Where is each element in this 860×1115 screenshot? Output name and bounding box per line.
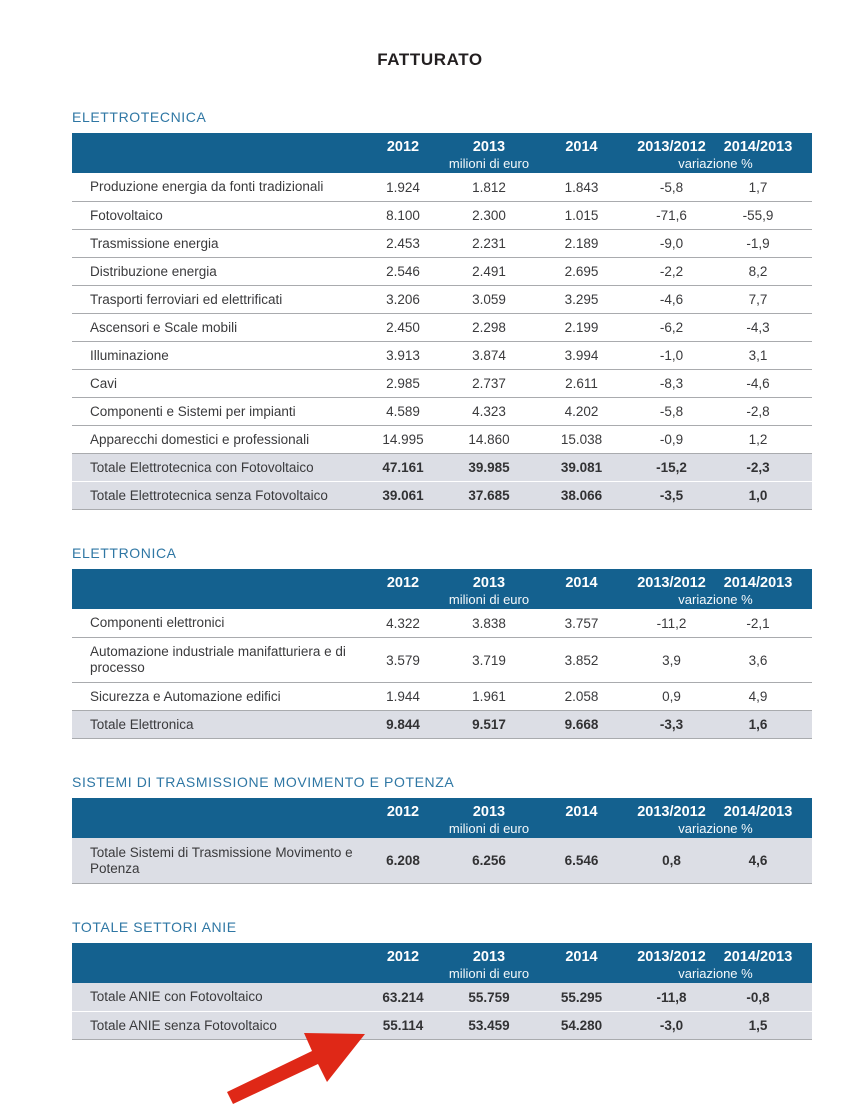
row-label: Trasporti ferroviari ed elettrificati	[90, 291, 283, 307]
row-value: 9.517	[472, 717, 506, 732]
row-value: 3,6	[748, 652, 768, 668]
row-label: Apparecchi domestici e professionali	[90, 431, 310, 447]
col-header-variation-2013-2012: 2013/2012	[637, 948, 706, 965]
row-label: Illuminazione	[90, 347, 169, 363]
row-value: 3,9	[662, 652, 681, 668]
col-header-year-2013: 2013	[472, 803, 506, 820]
row-value: 9.844	[386, 717, 420, 732]
table-row	[72, 425, 812, 453]
row-value: 3.579	[386, 652, 420, 668]
table-header	[72, 569, 812, 609]
row-value: 2.611	[565, 376, 598, 391]
row-label: Ascensori e Scale mobili	[90, 319, 238, 335]
col-header-year-2014: 2014	[565, 948, 598, 965]
row-value: -5,8	[659, 179, 684, 195]
row-value: 2.737	[472, 376, 506, 391]
table-header	[72, 798, 812, 838]
table-row	[72, 609, 812, 637]
section-heading: SISTEMI DI TRASMISSIONE MOVIMENTO E POTENZA	[72, 774, 455, 790]
table-total-row	[72, 710, 812, 738]
unit-label: milioni di euro	[448, 592, 530, 607]
row-value: 1.944	[386, 689, 420, 704]
row-value: 2.450	[386, 320, 420, 335]
table-row	[72, 229, 812, 257]
row-label: Distribuzione energia	[90, 263, 217, 279]
table-row	[72, 173, 812, 201]
row-value: 3.059	[472, 292, 506, 307]
row-value: 3.852	[564, 652, 599, 668]
row-value: -0,8	[746, 989, 770, 1005]
col-header-year-2014: 2014	[565, 803, 598, 820]
table-body	[72, 838, 812, 884]
col-header-variation-2014-2013: 2014/2013	[723, 948, 793, 965]
table-row	[72, 682, 812, 710]
row-value: 14.995	[382, 432, 424, 447]
data-table	[72, 133, 812, 510]
unit-label: milioni di euro	[448, 821, 530, 836]
row-value: 39.985	[468, 460, 510, 475]
row-value: 55.295	[560, 989, 603, 1005]
row-value: 1,0	[748, 488, 768, 503]
table-header-units-row	[72, 821, 812, 836]
row-value: 1.843	[564, 179, 599, 195]
row-value: 8.100	[386, 208, 420, 223]
row-value: 3.295	[564, 292, 599, 307]
page-title: FATTURATO	[377, 50, 483, 69]
row-value: 0,8	[662, 853, 681, 868]
section-sistemi-di-trasmissione-movimento-e-potenza	[72, 775, 812, 884]
row-value: 3.994	[564, 348, 599, 363]
row-value: 3.874	[472, 348, 506, 363]
row-value: 39.061	[382, 488, 424, 503]
row-label: Fotovoltaico	[90, 207, 163, 223]
table-header	[72, 133, 812, 173]
row-value: 38.066	[560, 488, 603, 503]
row-value: -5,8	[659, 404, 684, 419]
row-value: -55,9	[742, 208, 774, 223]
table-header-years-row	[72, 802, 812, 821]
row-label: Totale Sistemi di Trasmissione Movimento e Potenza	[90, 844, 353, 876]
row-value: 2.300	[472, 208, 506, 223]
col-header-variation-2013-2012: 2013/2012	[637, 803, 706, 820]
row-value: -3,0	[659, 1018, 684, 1033]
row-label: Cavi	[90, 375, 118, 391]
row-label: Totale Elettronica	[90, 716, 194, 732]
row-label: Totale Elettrotecnica senza Fotovoltaico	[90, 487, 328, 503]
row-value: -4,6	[746, 376, 770, 391]
row-value: 9.668	[564, 717, 599, 732]
data-table	[72, 798, 812, 884]
table-row	[72, 637, 812, 682]
row-value: -3,3	[659, 717, 684, 732]
section-heading: ELETTROTECNICA	[72, 109, 207, 125]
row-value: -2,1	[746, 615, 770, 631]
row-value: 39.081	[560, 460, 603, 475]
row-value: 4.202	[564, 404, 599, 419]
row-value: 37.685	[468, 488, 510, 503]
table-row	[72, 201, 812, 229]
section-totale-settori-anie	[72, 920, 812, 1040]
col-header-variation-2014-2013: 2014/2013	[723, 138, 793, 155]
row-value: 3.757	[564, 615, 599, 631]
table-header-units-row	[72, 156, 812, 171]
row-value: 1.812	[472, 179, 506, 195]
row-value: -3,5	[659, 488, 684, 503]
table-total-row	[72, 983, 812, 1011]
row-value: 2.695	[564, 264, 599, 279]
row-label: Automazione industriale manifatturiera e di processo	[90, 644, 346, 675]
row-value: 2.491	[472, 264, 506, 279]
col-header-year-2014: 2014	[565, 138, 598, 155]
row-value: 4,6	[748, 853, 768, 868]
unit-label: milioni di euro	[448, 966, 530, 981]
table-row	[72, 285, 812, 313]
row-value: 14.860	[468, 432, 510, 447]
variation-label: variazione %	[678, 156, 753, 171]
row-value: -8,3	[659, 376, 684, 391]
col-header-year-2012: 2012	[386, 574, 420, 591]
row-value: -2,8	[746, 404, 770, 419]
row-value: -4,3	[746, 320, 770, 335]
table-row	[72, 257, 812, 285]
row-value: 6.546	[564, 853, 599, 868]
row-value: 2.546	[386, 264, 420, 279]
table-row	[72, 313, 812, 341]
col-header-year-2013: 2013	[472, 574, 506, 591]
variation-label: variazione %	[678, 821, 753, 836]
data-table	[72, 943, 812, 1040]
row-value: 3.838	[472, 615, 506, 631]
row-value: 47.161	[382, 460, 424, 475]
col-header-year-2014: 2014	[565, 574, 598, 591]
table-body	[72, 983, 812, 1040]
table-header	[72, 943, 812, 983]
section-heading: TOTALE SETTORI ANIE	[72, 919, 237, 935]
row-value: 2.189	[564, 236, 599, 251]
table-total-row	[72, 1011, 812, 1039]
row-value: 2.058	[564, 689, 599, 704]
table-row	[72, 397, 812, 425]
row-value: 54.280	[560, 1018, 603, 1033]
row-label: Sicurezza e Automazione edifici	[90, 688, 281, 704]
table-header-years-row	[72, 573, 812, 592]
row-value: 1,6	[748, 717, 768, 732]
row-value: 4,9	[748, 689, 768, 704]
row-value: 2.231	[472, 236, 506, 251]
table-row	[72, 341, 812, 369]
row-label: Totale ANIE con Fotovoltaico	[90, 989, 263, 1004]
row-value: 1.924	[386, 179, 420, 195]
table-header-years-row	[72, 137, 812, 156]
row-value: 6.208	[386, 853, 420, 868]
row-value: -15,2	[656, 460, 687, 475]
col-header-year-2012: 2012	[386, 138, 420, 155]
row-value: -11,8	[656, 989, 687, 1005]
row-value: 2.199	[564, 320, 599, 335]
col-header-year-2013: 2013	[472, 138, 506, 155]
table-header-units-row	[72, 966, 812, 981]
row-value: 2.985	[386, 376, 420, 391]
data-table	[72, 569, 812, 739]
tables-container	[72, 110, 812, 1040]
row-value: -0,9	[659, 432, 684, 447]
row-value: 55.759	[468, 989, 510, 1005]
section-elettronica	[72, 546, 812, 739]
row-value: 7,7	[748, 292, 768, 307]
row-value: -71,6	[656, 208, 687, 223]
row-value: 8,2	[748, 264, 768, 279]
row-value: 1,2	[748, 432, 768, 447]
red-arrow-shape	[227, 1033, 365, 1104]
variation-label: variazione %	[678, 592, 753, 607]
row-value: 3.719	[472, 652, 506, 668]
row-value: 15.038	[560, 432, 603, 447]
row-value: 4.589	[386, 404, 420, 419]
col-header-variation-2014-2013: 2014/2013	[723, 574, 793, 591]
table-total-row	[72, 481, 812, 509]
row-value: 2.298	[472, 320, 506, 335]
row-value: 3,1	[748, 348, 768, 363]
table-body	[72, 173, 812, 510]
table-total-row	[72, 838, 812, 883]
row-value: -1,9	[746, 236, 770, 251]
row-value: 1,5	[748, 1018, 768, 1033]
row-value: 1,7	[748, 179, 768, 195]
row-value: 53.459	[468, 1018, 510, 1033]
table-header-years-row	[72, 947, 812, 966]
row-value: 4.323	[472, 404, 506, 419]
col-header-variation-2013-2012: 2013/2012	[637, 138, 706, 155]
row-value: 63.214	[382, 989, 424, 1005]
row-value: -4,6	[659, 292, 684, 307]
row-value: 3.913	[386, 348, 420, 363]
table-body	[72, 609, 812, 739]
variation-label: variazione %	[678, 966, 753, 981]
row-value: 0,9	[662, 689, 681, 704]
table-total-row	[72, 453, 812, 481]
col-header-year-2012: 2012	[386, 948, 420, 965]
section-heading: ELETTRONICA	[72, 545, 177, 561]
row-label: Trasmissione energia	[90, 235, 219, 251]
row-value: 2.453	[386, 236, 420, 251]
row-value: -11,2	[656, 615, 687, 631]
col-header-year-2013: 2013	[472, 948, 506, 965]
section-elettrotecnica	[72, 110, 812, 510]
table-row	[72, 369, 812, 397]
row-label: Componenti e Sistemi per impianti	[90, 403, 296, 419]
row-label: Componenti elettronici	[90, 615, 225, 630]
row-label: Totale ANIE senza Fotovoltaico	[90, 1017, 277, 1033]
table-header-units-row	[72, 592, 812, 607]
row-value: 4.322	[386, 615, 420, 631]
row-value: -1,0	[659, 348, 684, 363]
row-value: 1.015	[564, 208, 599, 223]
col-header-variation-2014-2013: 2014/2013	[723, 803, 793, 820]
row-value: -2,3	[746, 460, 770, 475]
unit-label: milioni di euro	[448, 156, 530, 171]
col-header-year-2012: 2012	[386, 803, 420, 820]
row-value: -2,2	[659, 264, 684, 279]
row-value: 1.961	[472, 689, 506, 704]
row-label: Produzione energia da fonti tradizionali	[90, 179, 324, 194]
row-value: -9,0	[659, 236, 684, 251]
row-value: 6.256	[472, 853, 506, 868]
row-value: 3.206	[386, 292, 420, 307]
col-header-variation-2013-2012: 2013/2012	[637, 574, 706, 591]
row-value: -6,2	[659, 320, 684, 335]
row-value: 55.114	[382, 1018, 424, 1033]
row-label: Totale Elettrotecnica con Fotovoltaico	[90, 459, 314, 475]
